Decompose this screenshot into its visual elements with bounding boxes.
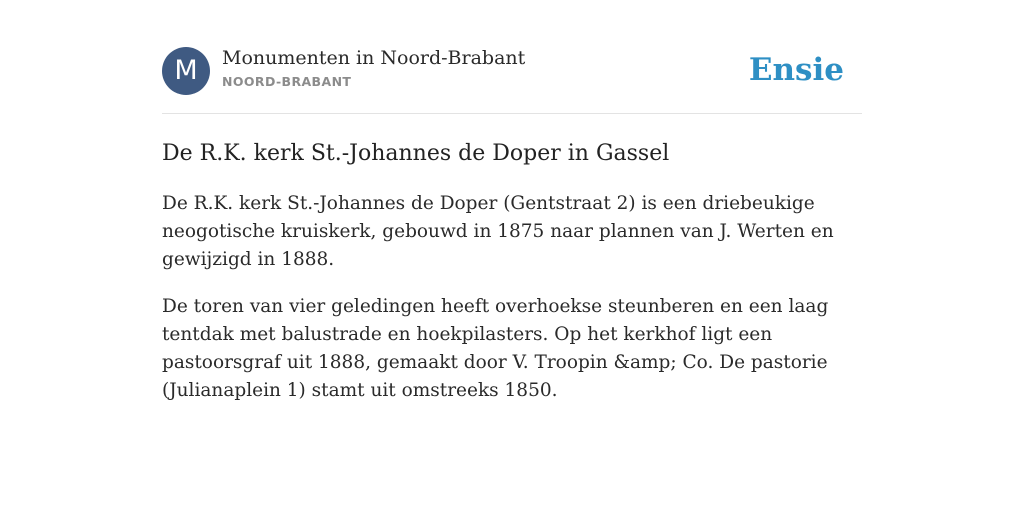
article-card [162,46,862,405]
brand-logo[interactable]: Ensie [748,52,844,88]
source-header [162,46,862,114]
source-avatar[interactable]: M [162,47,210,95]
article-paragraph-2: De toren van vier geledingen heeft overhoekse steunberen en een laag tentdak met balustrade en hoekpilasters. Op het kerkhof ligt een pastoorsgraf uit 1888, gemaakt door V. Troopin &amp; Co. De pastorie (Julianaplein 1) stamt uit omstreeks 1850. [162,296,829,401]
source-title-link[interactable]: Monumenten in Noord-Brabant [222,47,526,69]
source-category[interactable]: NOORD-BRABANT [222,74,352,89]
article-paragraph-1: De R.K. kerk St.-Johannes de Doper (Gentstraat 2) is een driebeukige neogotische kruiskerk, gebouwd in 1875 naar plannen van J. Werten en gewijzigd in 1888. [162,193,834,270]
article-title: De R.K. kerk St.-Johannes de Doper in Gassel [162,141,670,166]
